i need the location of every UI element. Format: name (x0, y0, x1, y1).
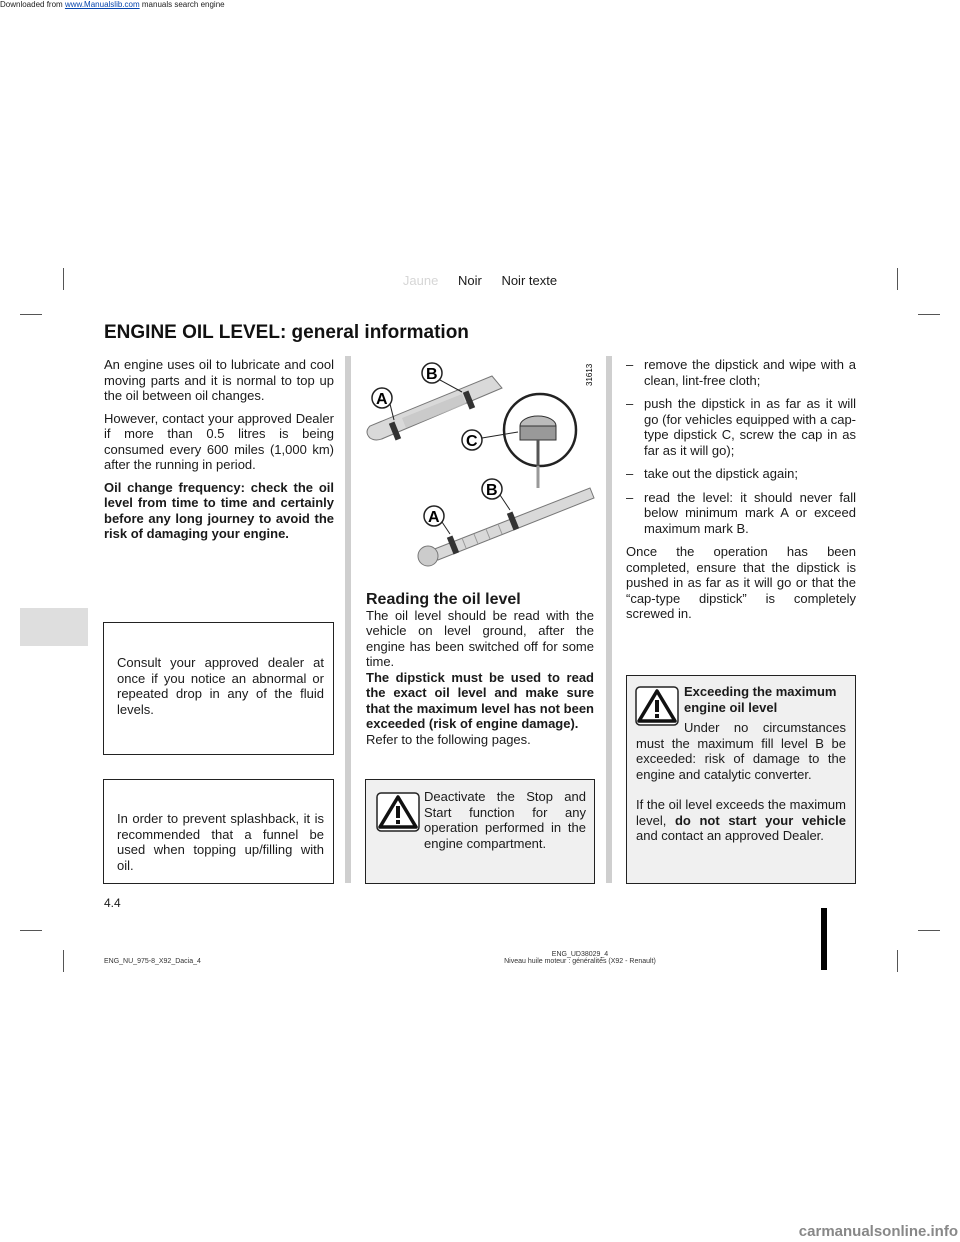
page-title: ENGINE OIL LEVEL: general information (104, 322, 469, 343)
column-separator (345, 356, 351, 883)
warning-text-part: If the oil level exceeds the maximum level, (636, 797, 846, 828)
warning-box-max-level (626, 675, 856, 884)
label-b-bottom: B (486, 482, 498, 499)
procedure-steps (626, 357, 856, 536)
crop-mark (63, 950, 64, 972)
footer-left-code: ENG_NU_975-8_X92_Dacia_4 (104, 958, 201, 965)
crop-mark (918, 930, 940, 931)
label-a-top: A (376, 391, 388, 408)
dealer-paragraph: However, contact your approved Dealer if more than 0.5 litres is being consumed every 600 miles (1,000 km) after the running in period. (104, 410, 334, 472)
step-item: – remove the dipstick and wipe with a clean, lint-free cloth; (626, 357, 856, 388)
notice-box-abnormal-drop (103, 622, 334, 755)
label-b-top: B (426, 366, 438, 383)
figure-code: 31613 (585, 363, 594, 386)
watermark: carmanualsonline.info (798, 1223, 958, 1240)
warning-text-start (636, 797, 846, 844)
warning-box-stop-start (365, 779, 595, 884)
color-noir: Noir (457, 273, 482, 288)
crop-mark (897, 950, 898, 972)
notice-box-funnel (103, 779, 334, 884)
intro-paragraph: An engine uses oil to lubricate and cool moving parts and it is normal to top up the oil between oil changes. (104, 357, 334, 403)
middle-column (366, 592, 594, 754)
warning-text: Deactivate the Stop and Start function for any operation performed in the engine compartment. (424, 789, 586, 851)
color-noir-texte: Noir texte (501, 273, 558, 288)
crop-mark (20, 314, 42, 315)
refer-paragraph: Refer to the following pages. (366, 731, 531, 747)
dipstick-flat (367, 376, 502, 440)
footer-right-code: ENG_UD38029_4 (551, 951, 609, 958)
column-separator (606, 356, 612, 883)
footer-right (480, 951, 680, 965)
chapter-tab (20, 608, 88, 646)
warning-triangle-icon (376, 792, 420, 832)
download-prefix: Downloaded from (0, 0, 63, 9)
manualslib-link[interactable]: www.Manualslib.com (64, 0, 140, 9)
step-item: – push the dipstick in as far as it will go (for vehicles equipped with a cap-type dipstick C, screw the cap in as far as it will go); (626, 396, 856, 458)
warning-text-part: and contact an approved Dealer. (636, 828, 824, 843)
reading-paragraph: The oil level should be read with the vehicle on level ground, after the engine has been switched off for some time. (366, 607, 594, 669)
crop-mark (918, 314, 940, 315)
left-column (104, 357, 334, 549)
label-c: C (466, 433, 478, 450)
download-banner (0, 0, 225, 9)
label-a-bottom: A (428, 509, 440, 526)
dipstick-illustration (362, 358, 598, 588)
color-jaune: Jaune (402, 273, 439, 288)
step-item: – read the level: it should never fall below minimum mark A or exceed maximum mark B. (626, 490, 856, 537)
warning-title: Exceeding the maximum engine oil level (684, 684, 837, 715)
footer-right-desc: Niveau huile moteur : généralités (X92 - Renault) (504, 958, 656, 965)
dipstick-ball (418, 488, 594, 566)
warning-text: Under no circumstances must the maximum fill level B be exceeded: risk of damage to the engine and catalytic converter. (636, 720, 846, 782)
page-number: 4.4 (104, 896, 121, 910)
notice-text: In order to prevent splashback, it is recommended that a funnel be used when topping up/filling with oil. (117, 811, 324, 873)
crop-mark (20, 930, 42, 931)
color-separations (0, 273, 960, 288)
right-column (626, 357, 856, 629)
oil-change-paragraph: Oil change frequency: check the oil level from time to time and certainly before any long journey to avoid the risk of damaging your engine. (104, 479, 334, 541)
download-suffix: manuals search engine (141, 0, 225, 9)
notice-text: Consult your approved dealer at once if you notice an abnormal or repeated drop in any of the fluid levels. (117, 655, 324, 717)
completion-paragraph: Once the operation has been completed, ensure that the dipstick is pushed in as far as it will go or that the “cap-type dipstick” is completely screwed in. (626, 544, 856, 621)
step-item: – take out the dipstick again; (626, 466, 856, 482)
section-heading: Reading the oil level (366, 591, 521, 608)
warning-text-bold: do not start your vehicle (674, 812, 846, 828)
thumb-index-bar (821, 908, 827, 970)
dipstick-cap (504, 394, 576, 488)
dipstick-paragraph: The dipstick must be used to read the exact oil level and make sure that the maximum level has not been exceeded (risk of engine damage). (366, 669, 594, 731)
